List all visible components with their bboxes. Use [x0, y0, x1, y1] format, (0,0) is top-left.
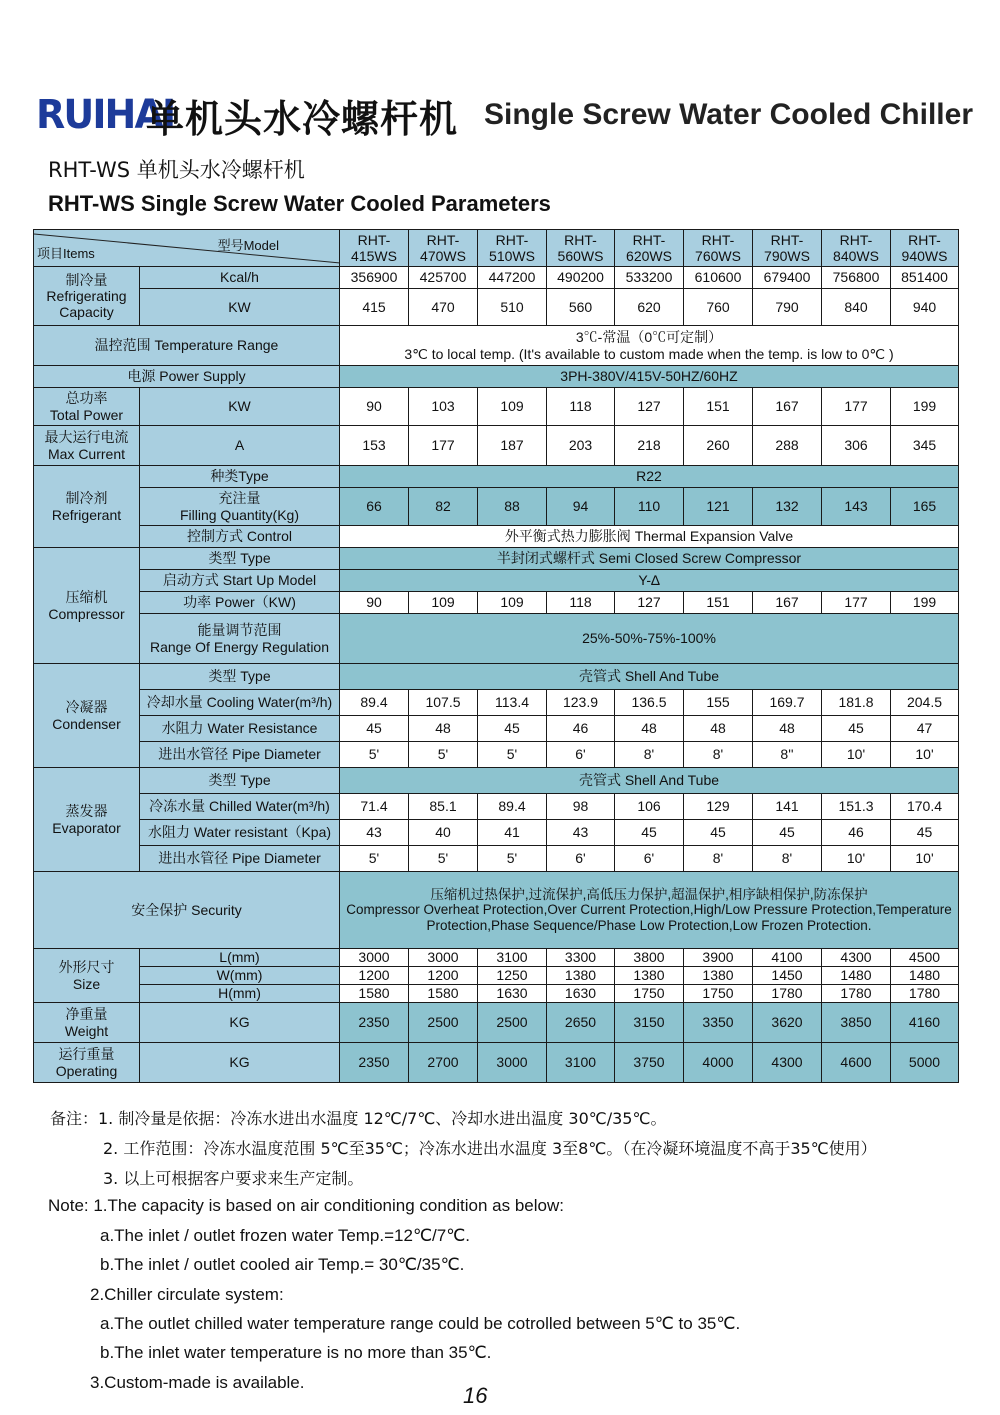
value-cell: 840	[822, 289, 891, 326]
table-row	[34, 820, 959, 846]
value-cell: 756800	[822, 267, 891, 289]
value-cell: 90	[340, 592, 409, 614]
table-row	[34, 967, 959, 985]
value-cell: 5'	[340, 742, 409, 768]
value-cell: 89.4	[340, 690, 409, 716]
table-row	[34, 230, 959, 267]
row-label-evaporator: 蒸发器 Evaporator	[34, 768, 140, 872]
row-label-compressor: 压缩机 Compressor	[34, 548, 140, 664]
note-cn-2: 2. 工作范围：冷冻水温度范围 5℃至35℃；冷冻水进出水温度 3至8℃。（在冷凝环境温度不高于35℃使用）	[103, 1139, 877, 1158]
value-cell: 136.5	[615, 690, 684, 716]
table-corner-header	[34, 230, 340, 267]
value-cell: 2500	[478, 1003, 547, 1043]
value-cell: 6'	[547, 742, 615, 768]
temp-range-value: 3℃-常温（0℃可定制） 3℃ to local temp. (It's available to custom made when the temp. is low to 0℃ )	[340, 326, 959, 366]
value-cell: 4300	[753, 1043, 822, 1083]
table-row	[34, 846, 959, 872]
value-cell: 109	[409, 592, 478, 614]
table-row	[34, 592, 959, 614]
value-cell: 82	[409, 488, 478, 526]
value-cell: 3800	[615, 949, 684, 967]
sub-label: 充注量 Filling Quantity(Kg)	[140, 488, 340, 526]
value-cell: 46	[547, 716, 615, 742]
table-row	[34, 949, 959, 967]
unit-cell: KG	[140, 1043, 340, 1083]
value-cell: 620	[615, 289, 684, 326]
value-cell: 510	[478, 289, 547, 326]
value-cell: 106	[615, 794, 684, 820]
table-row	[34, 664, 959, 690]
value-cell: 5'	[478, 742, 547, 768]
value-cell: 490200	[547, 267, 615, 289]
table-row	[34, 716, 959, 742]
model-header: RHT- 415WS	[340, 230, 409, 267]
value-cell: 3620	[753, 1003, 822, 1043]
value-cell: 4300	[822, 949, 891, 967]
row-label-condenser: 冷凝器 Condenser	[34, 664, 140, 768]
note-en-2a: a.The outlet chilled water temperature range could be cotrolled between 5℃ to 35℃.	[100, 1314, 741, 1333]
sub-label: 冷冻水量 Chilled Water(m³/h)	[140, 794, 340, 820]
value-cell: 45	[822, 716, 891, 742]
value-cell: 610600	[684, 267, 753, 289]
value-cell: 3100	[478, 949, 547, 967]
value-cell: 41	[478, 820, 547, 846]
sub-label: 种类Type	[140, 466, 340, 488]
value-cell: 1450	[753, 967, 822, 985]
value-cell: 177	[409, 426, 478, 466]
value-cell: 3000	[409, 949, 478, 967]
sub-label: 类型 Type	[140, 768, 340, 794]
value-cell: 533200	[615, 267, 684, 289]
note-en-2: 2.Chiller circulate system:	[90, 1285, 284, 1304]
row-label-size: 外形尺寸 Size	[34, 949, 140, 1003]
start-up-value: Y-∆	[340, 570, 959, 592]
value-cell: 4600	[822, 1043, 891, 1083]
value-cell: 47	[891, 716, 959, 742]
unit-cell: KG	[140, 1003, 340, 1043]
value-cell: 123.9	[547, 690, 615, 716]
value-cell: 790	[753, 289, 822, 326]
model-header: RHT- 940WS	[891, 230, 959, 267]
value-cell: 3300	[547, 949, 615, 967]
sub-label: 控制方式 Control	[140, 526, 340, 548]
model-header: RHT- 840WS	[822, 230, 891, 267]
value-cell: 187	[478, 426, 547, 466]
value-cell: 8'	[684, 742, 753, 768]
value-cell: 204.5	[891, 690, 959, 716]
value-cell: 66	[340, 488, 409, 526]
value-cell: 6'	[547, 846, 615, 872]
value-cell: 181.8	[822, 690, 891, 716]
value-cell: 3850	[822, 1003, 891, 1043]
value-cell: 1480	[822, 967, 891, 985]
value-cell: 356900	[340, 267, 409, 289]
power-supply-value: 3PH-380V/415V-50HZ/60HZ	[340, 366, 959, 388]
value-cell: 118	[547, 592, 615, 614]
value-cell: 851400	[891, 267, 959, 289]
value-cell: 109	[478, 388, 547, 426]
table-row	[34, 768, 959, 794]
table-row	[34, 548, 959, 570]
table-row	[34, 1043, 959, 1083]
page-title-en: Single Screw Water Cooled Chiller	[484, 98, 973, 131]
value-cell: 8'	[753, 846, 822, 872]
value-cell: 48	[409, 716, 478, 742]
value-cell: 3100	[547, 1043, 615, 1083]
table-row	[34, 1003, 959, 1043]
sub-label: 进出水管径 Pipe Diameter	[140, 846, 340, 872]
value-cell: 1750	[684, 985, 753, 1003]
value-cell: 48	[615, 716, 684, 742]
row-label-capacity: 制冷量 Refrigerating Capacity	[34, 267, 140, 326]
table-row	[34, 794, 959, 820]
value-cell: 3000	[478, 1043, 547, 1083]
value-cell: 127	[615, 388, 684, 426]
table-row	[34, 267, 959, 289]
refrigerant-type-value: R22	[340, 466, 959, 488]
value-cell: 760	[684, 289, 753, 326]
model-header: RHT- 620WS	[615, 230, 684, 267]
table-row	[34, 426, 959, 466]
condenser-type-value: 壳管式 Shell And Tube	[340, 664, 959, 690]
unit-cell: A	[140, 426, 340, 466]
value-cell: 88	[478, 488, 547, 526]
sub-label: 类型 Type	[140, 548, 340, 570]
value-cell: 1250	[478, 967, 547, 985]
value-cell: 98	[547, 794, 615, 820]
unit-cell: KW	[140, 289, 340, 326]
table-row	[34, 526, 959, 548]
value-cell: 5'	[409, 846, 478, 872]
value-cell: 127	[615, 592, 684, 614]
row-label-power-supply: 电源 Power Supply	[34, 366, 340, 388]
header-model: 型号Model	[217, 238, 279, 253]
value-cell: 2350	[340, 1003, 409, 1043]
value-cell: 3750	[615, 1043, 684, 1083]
value-cell: 5000	[891, 1043, 959, 1083]
value-cell: 4100	[753, 949, 822, 967]
value-cell: 151	[684, 592, 753, 614]
row-label-operating-weight: 运行重量 Operating	[34, 1043, 140, 1083]
value-cell: 8'	[615, 742, 684, 768]
model-header: RHT- 510WS	[478, 230, 547, 267]
value-cell: 103	[409, 388, 478, 426]
value-cell: 5'	[478, 846, 547, 872]
value-cell: 177	[822, 592, 891, 614]
sub-label: 进出水管径 Pipe Diameter	[140, 742, 340, 768]
value-cell: 940	[891, 289, 959, 326]
sub-label: 能量调节范围 Range Of Energy Regulation	[140, 614, 340, 664]
subtitle-cn: RHT-WS 单机头水冷螺杆机	[48, 158, 305, 182]
model-header: RHT- 470WS	[409, 230, 478, 267]
value-cell: 1380	[547, 967, 615, 985]
value-cell: 5'	[409, 742, 478, 768]
value-cell: 1580	[409, 985, 478, 1003]
value-cell: 40	[409, 820, 478, 846]
value-cell: 8''	[753, 742, 822, 768]
row-label-refrigerant: 制冷剂 Refrigerant	[34, 466, 140, 548]
value-cell: 118	[547, 388, 615, 426]
value-cell: 90	[340, 388, 409, 426]
table-row	[34, 985, 959, 1003]
row-label-total-power: 总功率 Total Power	[34, 388, 140, 426]
table-row	[34, 466, 959, 488]
security-value: 压缩机过热保护,过流保护,高低压力保护,超温保护,相序缺相保护,防冻保护 Compressor Overheat Protection,Over Current Protection,High/Low Pressure Protection,Temperature Protection,Phase Sequence/Phase Low Protection,Low Frozen Protection.	[340, 872, 959, 949]
value-cell: 151.3	[822, 794, 891, 820]
page-title-cn: 单机头水冷螺杆机	[146, 97, 459, 141]
value-cell: 129	[684, 794, 753, 820]
value-cell: 447200	[478, 267, 547, 289]
value-cell: 165	[891, 488, 959, 526]
evaporator-type-value: 壳管式 Shell And Tube	[340, 768, 959, 794]
value-cell: 89.4	[478, 794, 547, 820]
value-cell: 45	[340, 716, 409, 742]
unit-cell: KW	[140, 388, 340, 426]
unit-cell: L(mm)	[140, 949, 340, 967]
note-en-1a: a.The inlet / outlet frozen water Temp.=12℃/7℃.	[100, 1226, 471, 1245]
page-number: 16	[463, 1383, 488, 1408]
value-cell: 470	[409, 289, 478, 326]
value-cell: 199	[891, 388, 959, 426]
header-items: 项目Items	[37, 246, 95, 262]
table-row	[34, 742, 959, 768]
table-row	[34, 570, 959, 592]
value-cell: 306	[822, 426, 891, 466]
value-cell: 4000	[684, 1043, 753, 1083]
value-cell: 679400	[753, 267, 822, 289]
value-cell: 169.7	[753, 690, 822, 716]
note-en-1: Note: 1.The capacity is based on air conditioning condition as below:	[48, 1196, 564, 1215]
value-cell: 1780	[822, 985, 891, 1003]
value-cell: 141	[753, 794, 822, 820]
model-header: RHT- 760WS	[684, 230, 753, 267]
value-cell: 1780	[753, 985, 822, 1003]
value-cell: 1380	[684, 967, 753, 985]
unit-cell: Kcal/h	[140, 267, 340, 289]
value-cell: 1630	[547, 985, 615, 1003]
value-cell: 155	[684, 690, 753, 716]
row-label-max-current: 最大运行电流 Max Current	[34, 426, 140, 466]
subtitle-en: RHT-WS Single Screw Water Cooled Parameters	[48, 191, 551, 216]
control-value: 外平衡式热力膨胀阀 Thermal Expansion Valve	[340, 526, 959, 548]
note-cn-3: 3. 以上可根据客户要求来生产定制。	[103, 1169, 364, 1188]
value-cell: 218	[615, 426, 684, 466]
value-cell: 6'	[615, 846, 684, 872]
table-row	[34, 388, 959, 426]
value-cell: 3900	[684, 949, 753, 967]
row-label-temp: 温控范围 Temperature Range	[34, 326, 340, 366]
value-cell: 1380	[615, 967, 684, 985]
value-cell: 45	[615, 820, 684, 846]
value-cell: 10'	[822, 742, 891, 768]
value-cell: 560	[547, 289, 615, 326]
value-cell: 10'	[891, 742, 959, 768]
value-cell: 45	[478, 716, 547, 742]
note-cn-1: 备注：1. 制冷量是依据：冷冻水进出水温度 12℃/7℃、冷却水进出温度 30℃/35℃。	[50, 1109, 667, 1128]
value-cell: 288	[753, 426, 822, 466]
value-cell: 1200	[340, 967, 409, 985]
value-cell: 10'	[822, 846, 891, 872]
value-cell: 94	[547, 488, 615, 526]
value-cell: 71.4	[340, 794, 409, 820]
value-cell: 8'	[684, 846, 753, 872]
value-cell: 48	[684, 716, 753, 742]
value-cell: 48	[753, 716, 822, 742]
value-cell: 2500	[409, 1003, 478, 1043]
energy-regulation-value: 25%-50%-75%-100%	[340, 614, 959, 664]
unit-cell: W(mm)	[140, 967, 340, 985]
value-cell: 1630	[478, 985, 547, 1003]
value-cell: 2650	[547, 1003, 615, 1043]
unit-cell: H(mm)	[140, 985, 340, 1003]
value-cell: 1580	[340, 985, 409, 1003]
value-cell: 4160	[891, 1003, 959, 1043]
value-cell: 1480	[891, 967, 959, 985]
table-row	[34, 872, 959, 949]
value-cell: 10'	[891, 846, 959, 872]
value-cell: 153	[340, 426, 409, 466]
sub-label: 水阻力 Water Resistance	[140, 716, 340, 742]
value-cell: 177	[822, 388, 891, 426]
sub-label: 类型 Type	[140, 664, 340, 690]
sub-label: 水阻力 Water resistant（Kpa)	[140, 820, 340, 846]
value-cell: 199	[891, 592, 959, 614]
value-cell: 167	[753, 592, 822, 614]
table-row	[34, 366, 959, 388]
row-label-security: 安全保护 Security	[34, 872, 340, 949]
value-cell: 45	[753, 820, 822, 846]
sub-label: 启动方式 Start Up Model	[140, 570, 340, 592]
value-cell: 260	[684, 426, 753, 466]
note-en-2b: b.The inlet water temperature is no more than 35℃.	[100, 1343, 492, 1362]
spec-table	[33, 229, 959, 1083]
value-cell: 85.1	[409, 794, 478, 820]
value-cell: 1750	[615, 985, 684, 1003]
value-cell: 151	[684, 388, 753, 426]
value-cell: 2350	[340, 1043, 409, 1083]
table-row	[34, 614, 959, 664]
value-cell: 45	[684, 820, 753, 846]
value-cell: 109	[478, 592, 547, 614]
value-cell: 43	[340, 820, 409, 846]
value-cell: 4500	[891, 949, 959, 967]
value-cell: 415	[340, 289, 409, 326]
model-header: RHT- 790WS	[753, 230, 822, 267]
value-cell: 1780	[891, 985, 959, 1003]
table-row	[34, 326, 959, 366]
value-cell: 2700	[409, 1043, 478, 1083]
sub-label: 冷却水量 Cooling Water(m³/h)	[140, 690, 340, 716]
value-cell: 132	[753, 488, 822, 526]
note-en-1b: b.The inlet / outlet cooled air Temp.= 30℃/35℃.	[100, 1255, 465, 1274]
value-cell: 107.5	[409, 690, 478, 716]
value-cell: 3000	[340, 949, 409, 967]
value-cell: 46	[822, 820, 891, 846]
table-row	[34, 690, 959, 716]
value-cell: 167	[753, 388, 822, 426]
value-cell: 143	[822, 488, 891, 526]
value-cell: 203	[547, 426, 615, 466]
sub-label: 功率 Power（KW)	[140, 592, 340, 614]
value-cell: 5'	[340, 846, 409, 872]
value-cell: 345	[891, 426, 959, 466]
value-cell: 170.4	[891, 794, 959, 820]
value-cell: 1200	[409, 967, 478, 985]
brand-logo: RUIHAI	[36, 92, 175, 138]
value-cell: 43	[547, 820, 615, 846]
value-cell: 113.4	[478, 690, 547, 716]
note-en-3: 3.Custom-made is available.	[90, 1373, 305, 1392]
value-cell: 110	[615, 488, 684, 526]
value-cell: 3350	[684, 1003, 753, 1043]
value-cell: 3150	[615, 1003, 684, 1043]
table-row	[34, 488, 959, 526]
model-header: RHT- 560WS	[547, 230, 615, 267]
compressor-type-value: 半封闭式螺杆式 Semi Closed Screw Compressor	[340, 548, 959, 570]
table-row	[34, 289, 959, 326]
value-cell: 121	[684, 488, 753, 526]
value-cell: 45	[891, 820, 959, 846]
row-label-net-weight: 净重量 Weight	[34, 1003, 140, 1043]
value-cell: 425700	[409, 267, 478, 289]
